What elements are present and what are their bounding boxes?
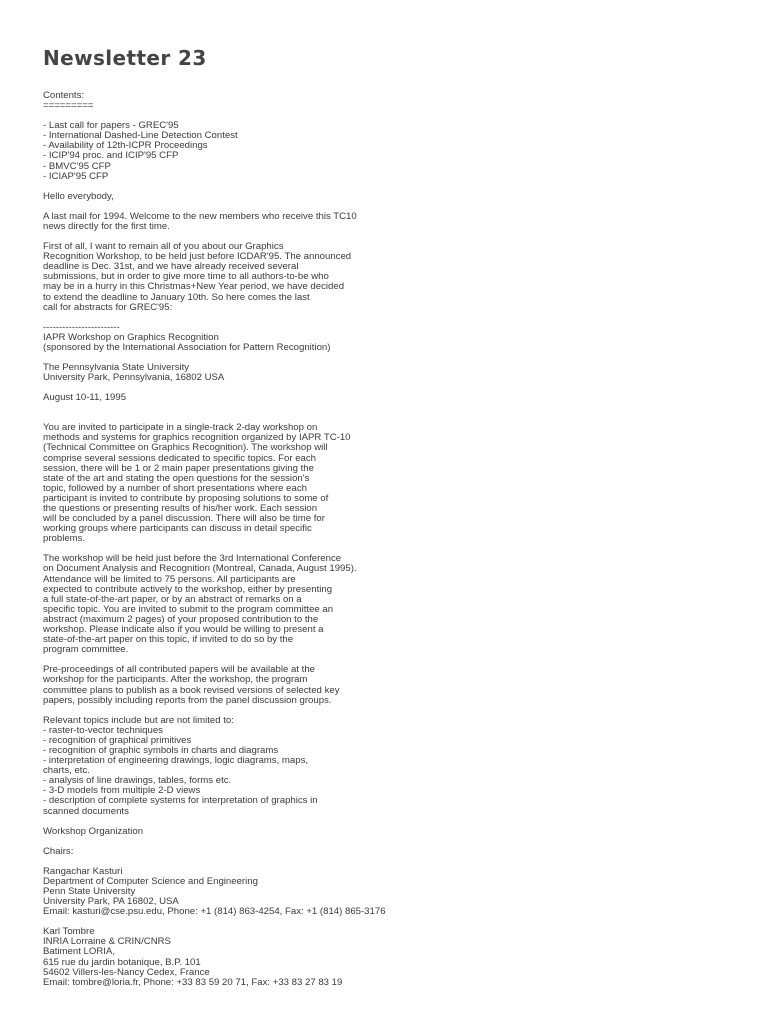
text-line: papers, possibly including reports from the panel discussion groups. — [43, 694, 332, 706]
text-line: August 10-11, 1995 — [43, 392, 127, 404]
text-line: - recognition of graphical primitives — [43, 734, 192, 746]
text-line: (Technical Committee on Graphics Recognition). The workshop will — [43, 442, 328, 454]
text-line: - recognition of graphic symbols in charts and diagrams — [43, 744, 279, 756]
text-line: Batiment LORIA, — [43, 946, 115, 958]
text-line: ------------------------ — [43, 321, 120, 333]
text-line: Workshop Organization — [43, 825, 144, 837]
text-line: methods and systems for graphics recognition organized by IAPR TC-10 — [43, 432, 351, 444]
paragraph — [43, 554, 743, 655]
text-line: workshop for the participants. After the workshop, the program — [43, 674, 308, 686]
text-line: deadline is Dec. 31st, and we have already received several — [43, 261, 299, 273]
text-line: may be in a hurry in this Christmas+New Year period, we have decided — [43, 281, 345, 293]
paragraph — [43, 716, 743, 817]
text-line: INRIA Lorraine & CRIN/CNRS — [43, 936, 171, 948]
text-line: submissions, but in order to give more time to all authors-to-be who — [43, 271, 329, 283]
paragraph — [43, 363, 743, 383]
text-line: - analysis of line drawings, tables, forms etc. — [43, 775, 232, 787]
text-line: program committee. — [43, 644, 129, 656]
text-line: problems. — [43, 533, 86, 545]
text-line: Pre-proceedings of all contributed papers will be available at the — [43, 664, 315, 676]
page-title: Newsletter 23 — [43, 46, 207, 70]
text-line: The Pennsylvania State University — [43, 361, 190, 373]
text-line: Penn State University — [43, 886, 136, 897]
paragraph — [43, 323, 743, 353]
text-line: A last mail for 1994. Welcome to the new members who receive this TC10 — [43, 210, 357, 222]
text-line: Contents: — [43, 90, 85, 101]
text-line: You are invited to participate in a single-track 2-day workshop on — [43, 422, 318, 434]
paragraph — [43, 393, 743, 403]
paragraph — [43, 121, 743, 182]
paragraph — [43, 242, 743, 313]
text-line: Email: kasturi@cse.psu.edu, Phone: +1 (814) 863-4254, Fax: +1 (814) 865-3176 — [43, 906, 386, 918]
text-line: - raster-to-vector techniques — [43, 724, 163, 736]
text-line: news directly for the first time. — [43, 220, 170, 232]
paragraph — [43, 665, 743, 705]
text-line: specific topic. You are invited to submit to the program committee an — [43, 603, 334, 615]
text-line: Relevant topics include but are not limited to: — [43, 714, 234, 726]
text-line: The workshop will be held just before the 3rd International Conference — [43, 553, 342, 565]
text-line: - BMVC'95 CFP — [43, 160, 111, 172]
text-line: First of all, I want to remain all of you about our Graphics — [43, 241, 284, 253]
text-line: Hello everybody, — [43, 190, 114, 202]
newsletter-page — [43, 44, 743, 998]
text-line: expected to contribute actively to the workshop, either by presenting — [43, 583, 333, 595]
text-line: topic, followed by a number of short presentations where each — [43, 482, 307, 494]
text-line: - interpretation of engineering drawings, logic diagrams, maps, — [43, 755, 309, 767]
text-line: (sponsored by the International Association for Pattern Recognition) — [43, 341, 331, 353]
text-line: Attendance will be limited to 75 persons. All participants are — [43, 573, 296, 585]
text-line: state of the art and stating the open questions for the session's — [43, 472, 310, 484]
paragraph — [43, 827, 743, 837]
paragraph — [43, 423, 743, 544]
text-line: the questions or presenting results of his/her work. Each session — [43, 503, 318, 514]
text-line: - Last call for papers - GREC'95 — [43, 120, 179, 132]
text-line: a full state-of-the-art paper, or by an abstract of remarks on a — [43, 593, 302, 605]
text-line: - 3-D models from multiple 2-D views — [43, 785, 201, 797]
text-line: 615 rue du jardin botanique, B.P. 101 — [43, 956, 201, 968]
paragraph — [43, 212, 743, 232]
text-line: call for abstracts for GREC'95: — [43, 301, 173, 313]
text-line: - Availability of 12th-ICPR Proceedings — [43, 140, 208, 152]
text-line: - International Dashed-Line Detection Contest — [43, 130, 238, 142]
text-line: on Document Analysis and Recognition (Montreal, Canada, August 1995). — [43, 563, 357, 575]
text-line: comprise several sessions dedicated to specific topics. For each — [43, 452, 317, 464]
text-line: committee plans to publish as a book revised versions of selected key — [43, 684, 340, 696]
text-line: scanned documents — [43, 805, 129, 817]
text-line: IAPR Workshop on Graphics Recognition — [43, 331, 219, 343]
text-line: University Park, Pennsylvania, 16802 USA — [43, 372, 225, 384]
paragraph — [43, 867, 743, 917]
text-line: state-of-the-art paper on this topic, if invited to do so by the — [43, 634, 294, 646]
text-line: to extend the deadline to January 10th. So here comes the last — [43, 291, 310, 303]
text-line: workshop. Please indicate also if you would be willing to present a — [43, 624, 324, 636]
newsletter-body — [43, 91, 743, 988]
text-line: Recognition Workshop, to be held just before ICDAR'95. The announced — [43, 251, 352, 263]
text-line: Chairs: — [43, 845, 74, 857]
text-line: ========= — [43, 100, 94, 112]
text-line: Rangachar Kasturi — [43, 865, 123, 877]
text-line: Department of Computer Science and Engineering — [43, 875, 258, 887]
text-line: session, there will be 1 or 2 main paper presentations giving the — [43, 462, 314, 474]
text-line: Karl Tombre — [43, 926, 95, 938]
text-line: 54602 Villers-les-Nancy Cedex, France — [43, 966, 210, 978]
paragraph — [43, 91, 743, 111]
paragraph — [43, 192, 743, 202]
text-line: charts, etc. — [43, 765, 90, 777]
text-line: - ICIP'94 proc. and ICIP'95 CFP — [43, 150, 179, 162]
paragraph — [43, 847, 743, 857]
text-line: participant is invited to contribute by proposing solutions to some of — [43, 492, 329, 504]
text-line: Email: tombre@loria.fr, Phone: +33 83 59 20 71, Fax: +33 83 27 83 19 — [43, 976, 343, 988]
paragraph — [43, 927, 743, 988]
text-line: abstract (maximum 2 pages) of your proposed contribution to the — [43, 613, 319, 625]
text-line: will be concluded by a panel discussion. There will also be time for — [43, 513, 325, 525]
text-line: working groups where participants can discuss in detail specific — [43, 523, 312, 535]
text-line: - ICIAP'95 CFP — [43, 170, 109, 182]
text-line: - description of complete systems for interpretation of graphics in — [43, 795, 318, 807]
text-line: University Park, PA 16802, USA — [43, 896, 179, 908]
